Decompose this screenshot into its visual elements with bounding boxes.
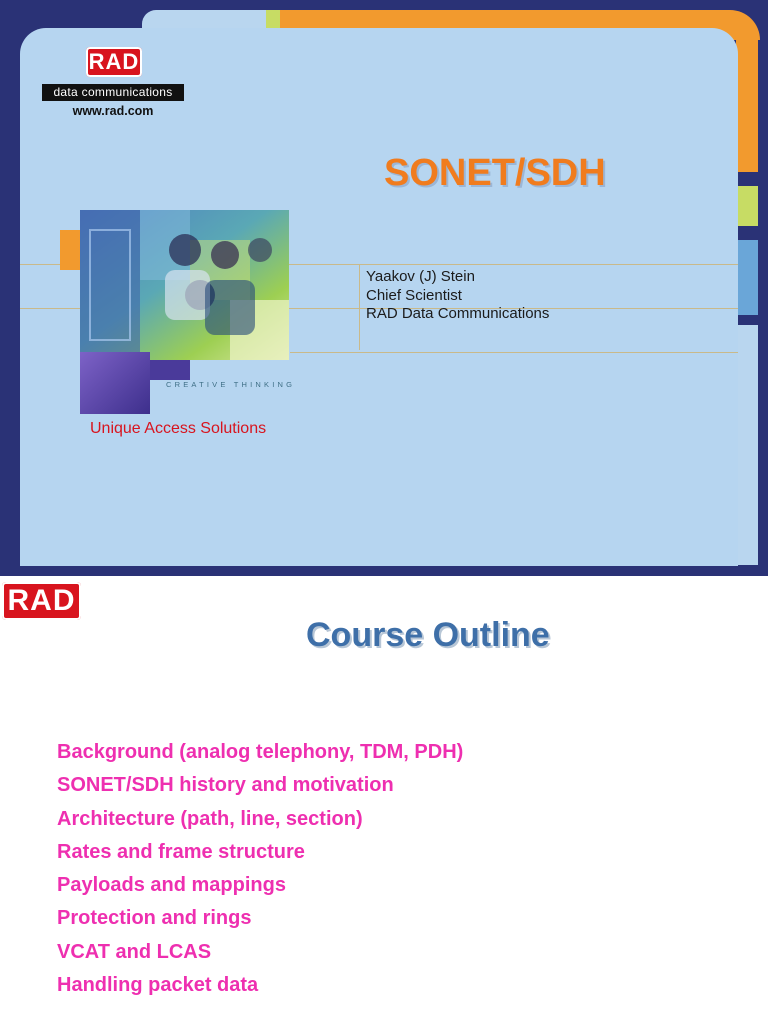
outline-item: Payloads and mappings — [57, 874, 286, 897]
outline-slide — [0, 576, 768, 1024]
rad-logo: RAD — [86, 47, 142, 77]
outline-item: Handling packet data — [57, 974, 259, 997]
outline-item: Protection and rings — [57, 907, 252, 930]
author-role: Chief Scientist — [366, 286, 462, 304]
outline-item: Background (analog telephony, TDM, PDH) — [57, 741, 464, 763]
people-photo — [80, 210, 289, 360]
outline-title: Course Outline — [306, 616, 550, 654]
image-caption: CREATIVE THINKING — [166, 380, 296, 389]
logo-tagline: data communications — [42, 84, 184, 101]
slide-title: SONET/SDH — [384, 152, 606, 194]
rad-logo: RAD — [2, 582, 81, 620]
frame-side-orange — [736, 30, 758, 172]
decor-block — [150, 360, 190, 380]
frame-side-green — [738, 186, 758, 226]
author-block — [366, 268, 549, 324]
outline-list — [57, 736, 463, 1002]
outline-item: Rates and frame structure — [57, 840, 305, 863]
website-text: www.rad.com — [72, 104, 154, 118]
frame-side-pale — [738, 325, 758, 565]
outline-item: Architecture (path, line, section) — [57, 807, 363, 830]
divider-line-vertical — [359, 264, 360, 350]
slogan-text: Unique Access Solutions — [90, 420, 267, 437]
people-photo-graphic — [80, 210, 289, 360]
outline-item: VCAT and LCAS — [57, 940, 212, 963]
outline-item: SONET/SDH history and motivation — [57, 774, 394, 797]
frame-side-blue — [738, 240, 758, 315]
author-company: RAD Data Communications — [366, 305, 550, 322]
divider-line — [290, 352, 738, 353]
author-name: Yaakov (J) Stein — [366, 268, 475, 285]
decor-block — [80, 352, 150, 414]
decor-block — [60, 230, 80, 270]
